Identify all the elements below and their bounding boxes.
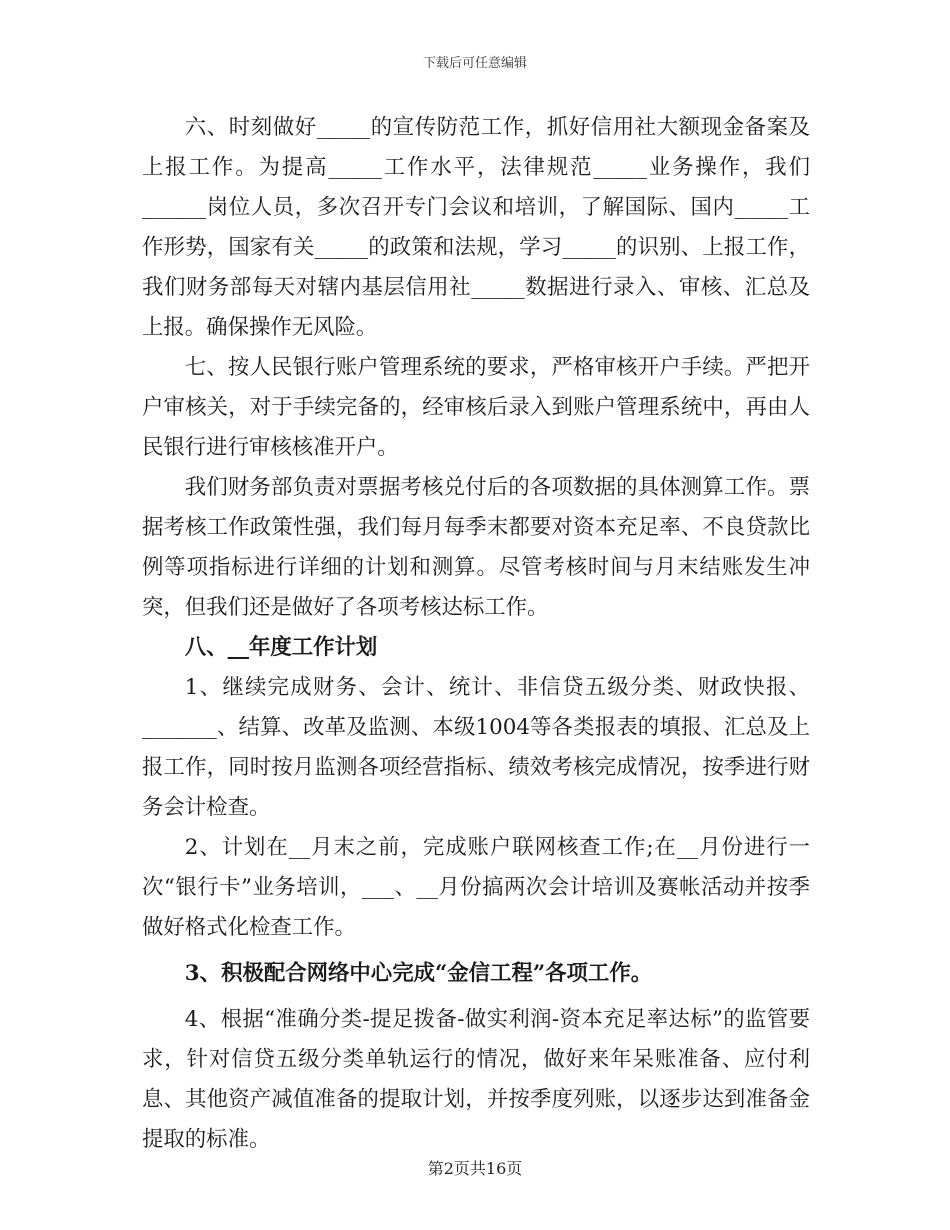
section-heading-annual-plan: 八、__年度工作计划 [184,635,378,660]
page-number: 第2页共16页 [427,1159,523,1178]
plan-item-4: 4、根据“准确分类-提足拨备-做实利润-资本充足率达标”的监管要求，针对信贷五级分类单轨运行的情况，做好来年呆账准备、应付利息、其他资产减值准备的提取计划，并按季度列账，以逐步达到准备金提取的标准。 [142,1007,810,1152]
paragraph-six: 六、时刻做好_____的宣传防范工作，抓好信用社大额现金备案及上报工作。为提高_____工作水平，法律规范_____业务操作，我们______岗位人员，多次召开专门会议和培训，了解国际、国内_____工作形势，国家有关_____的政策和法规，学习_____的识别、上报工作，我们财务部每天对辖内基层信用社_____数据进行录入、审核、汇总及上报。确保操作无风险。 [142,115,810,340]
document-body [142,108,810,1160]
plan-item-3: 3、积极配合网络中心完成“金信工程”各项工作。 [184,961,653,986]
plan-item-2: 2、计划在__月末之前，完成账户联网核查工作;在__月份进行一次“银行卡”业务培训，___、__月份搞两次会计培训及赛帐活动并按季做好格式化检查工作。 [142,835,810,940]
paragraph-bill-assessment: 我们财务部负责对票据考核兑付后的各项数据的具体测算工作。票据考核工作政策性强，我们每月每季末都要对资本充足率、不良贷款比例等项指标进行详细的计划和测算。尽管考核时间与月末结账发生冲突，但我们还是做好了各项考核达标工作。 [142,475,810,620]
page-header: 下载后可任意编辑 [422,56,527,71]
plan-item-1: 1、继续完成财务、会计、统计、非信贷五级分类、财政快报、_______、结算、改革及监测、本级1004等各类报表的填报、汇总及上报工作，同时按月监测各项经营指标、绩效考核完成情况，按季进行财务会计检查。 [142,675,810,820]
paragraph-seven: 七、按人民银行账户管理系统的要求，严格审核开户手续。严把开户审核关，对于手续完备的，经审核后录入到账户管理系统中，再由人民银行进行审核核准开户。 [142,355,810,460]
